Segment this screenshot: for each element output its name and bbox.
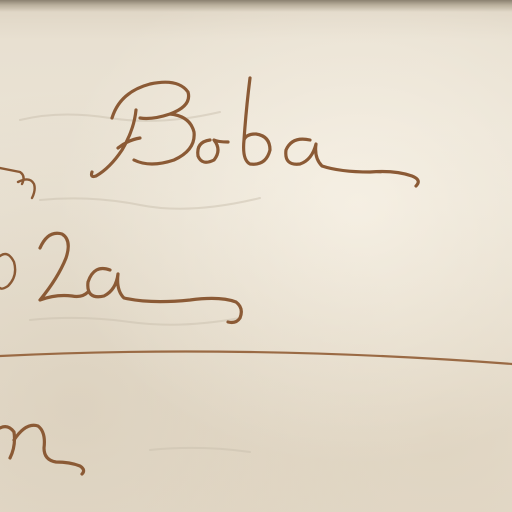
handwritten-word-boba-B xyxy=(92,82,195,176)
handwritten-word-boba-a xyxy=(286,139,418,186)
ink-fragment-left-middle xyxy=(0,254,15,289)
handwritten-word-boba-o xyxy=(198,140,228,162)
handwritten-word-boba-b xyxy=(244,78,270,164)
ruled-line xyxy=(0,352,512,365)
handwritten-letter-a xyxy=(88,269,242,323)
ink-fragment-left-top xyxy=(0,168,35,198)
handwritten-letter-n xyxy=(0,425,84,474)
handwritten-numeral-2 xyxy=(40,233,88,300)
